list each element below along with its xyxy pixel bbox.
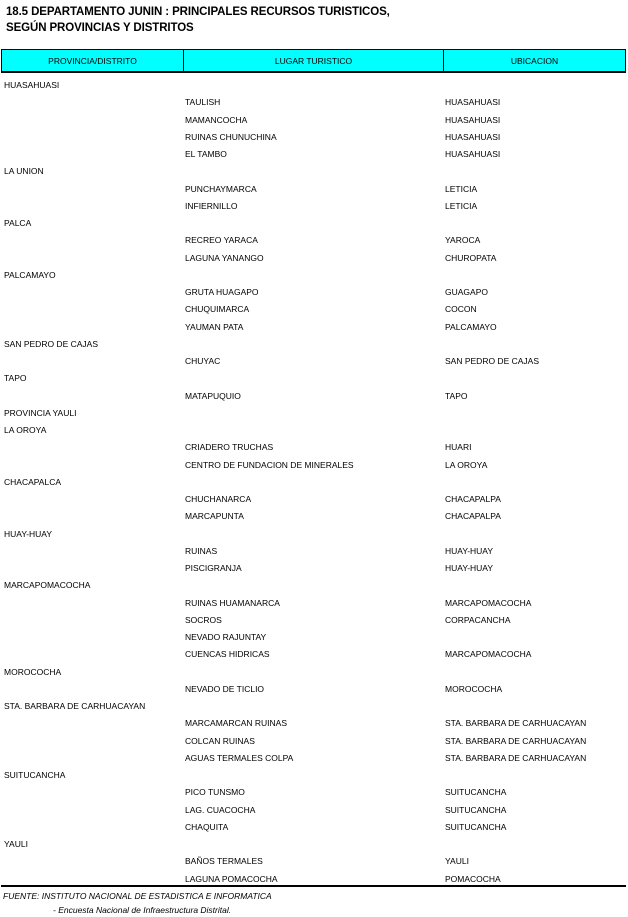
cell-ubicacion: LETICIA bbox=[445, 200, 478, 211]
cell-ubicacion: LA OROYA bbox=[445, 459, 488, 470]
cell-ubicacion: YAULI bbox=[445, 856, 469, 867]
table-header bbox=[1, 49, 626, 73]
cell-ubicacion: HUASAHUASI bbox=[445, 114, 501, 125]
cell-ubicacion: SAN PEDRO DE CAJAS bbox=[445, 356, 539, 366]
table-bottom-rule bbox=[1, 885, 626, 887]
cell-lugar-turistico: EL TAMBO bbox=[185, 149, 227, 159]
cell-provincia-distrito: PROVINCIA YAULI bbox=[4, 407, 77, 418]
cell-ubicacion: STA. BARBARA DE CARHUACAYAN bbox=[445, 752, 587, 763]
table-row bbox=[0, 612, 628, 629]
cell-ubicacion: SUITUCANCHA bbox=[445, 804, 507, 815]
cell-lugar-turistico: PICO TUNSMO bbox=[185, 787, 245, 798]
table-row bbox=[0, 784, 628, 801]
table-row bbox=[0, 577, 628, 594]
cell-provincia-distrito: YAULI bbox=[4, 839, 28, 849]
table-row bbox=[0, 232, 628, 249]
cell-lugar-turistico: CHUCHANARCA bbox=[185, 494, 252, 504]
footer-source: FUENTE: INSTITUTO NACIONAL DE ESTADISTICA E INFORMATICA bbox=[3, 891, 272, 901]
table-row bbox=[0, 664, 628, 681]
table-row bbox=[0, 750, 628, 767]
cell-provincia-distrito: PALCAMAYO bbox=[4, 269, 56, 280]
cell-lugar-turistico: PUNCHAYMARCA bbox=[185, 183, 257, 194]
cell-ubicacion: MOROCOCHA bbox=[445, 683, 503, 694]
table-row bbox=[0, 439, 628, 456]
cell-ubicacion: CHACAPALPA bbox=[445, 511, 501, 522]
table-row bbox=[0, 457, 628, 474]
table-title bbox=[6, 4, 390, 36]
table-row bbox=[0, 422, 628, 439]
cell-ubicacion: GUAGAPO bbox=[445, 287, 488, 297]
cell-ubicacion: HUAY-HUAY bbox=[445, 545, 494, 556]
cell-provincia-distrito: STA. BARBARA DE CARHUACAYAN bbox=[4, 701, 146, 711]
title-line-1: 18.5 DEPARTAMENTO JUNIN : PRINCIPALES RECURSOS TURISTICOS, bbox=[6, 6, 390, 18]
cell-lugar-turistico: YAUMAN PATA bbox=[185, 321, 244, 332]
table-row bbox=[0, 543, 628, 560]
cell-ubicacion: POMACOCHA bbox=[445, 873, 501, 884]
cell-provincia-distrito: SAN PEDRO DE CAJAS bbox=[4, 338, 98, 349]
cell-ubicacion: HUASAHUASI bbox=[445, 149, 501, 159]
cell-lugar-turistico: NEVADO RAJUNTAY bbox=[185, 632, 267, 642]
table-row bbox=[0, 526, 628, 543]
cell-lugar-turistico: BAÑOS TERMALES bbox=[185, 856, 263, 867]
table-row bbox=[0, 715, 628, 732]
cell-ubicacion: MARCAPOMACOCHA bbox=[445, 649, 532, 660]
table-row bbox=[0, 336, 628, 353]
cell-ubicacion: SUITUCANCHA bbox=[445, 821, 507, 832]
table-row bbox=[0, 181, 628, 198]
table-row bbox=[0, 836, 628, 853]
cell-provincia-distrito: PALCA bbox=[4, 218, 32, 228]
cell-lugar-turistico: CHUQUIMARCA bbox=[185, 304, 250, 315]
table-row bbox=[0, 698, 628, 715]
table-row bbox=[0, 94, 628, 111]
table-row bbox=[0, 319, 628, 336]
header-provincia-distrito: PROVINCIA/DISTRITO bbox=[2, 50, 184, 71]
table-row bbox=[0, 646, 628, 663]
table-row bbox=[0, 853, 628, 870]
table-row bbox=[0, 370, 628, 387]
cell-ubicacion: HUASAHUASI bbox=[445, 97, 501, 108]
table-row bbox=[0, 595, 628, 612]
cell-provincia-distrito: LA OROYA bbox=[4, 425, 47, 435]
footer bbox=[3, 889, 272, 917]
table-row bbox=[0, 474, 628, 491]
cell-provincia-distrito: CHACAPALCA bbox=[4, 476, 61, 487]
cell-lugar-turistico: MAMANCOCHA bbox=[185, 114, 248, 125]
cell-provincia-distrito: LA UNION bbox=[4, 166, 44, 177]
cell-ubicacion: HUASAHUASI bbox=[445, 131, 501, 142]
cell-ubicacion: CORPACANCHA bbox=[445, 614, 511, 625]
table-row bbox=[0, 250, 628, 267]
table-row bbox=[0, 508, 628, 525]
cell-ubicacion: STA. BARBARA DE CARHUACAYAN bbox=[445, 735, 587, 746]
cell-lugar-turistico: MARCAPUNTA bbox=[185, 511, 244, 522]
cell-ubicacion: SUITUCANCHA bbox=[445, 787, 507, 798]
cell-lugar-turistico: CENTRO DE FUNDACION DE MINERALES bbox=[185, 459, 354, 470]
cell-lugar-turistico: NEVADO DE TICLIO bbox=[185, 683, 265, 694]
cell-ubicacion: CHUROPATA bbox=[445, 252, 497, 263]
cell-ubicacion: COCON bbox=[445, 304, 477, 315]
table-row bbox=[0, 215, 628, 232]
footer-note: - Encuesta Nacional de Infraestructura Distrital. bbox=[53, 905, 232, 915]
table-row bbox=[0, 560, 628, 577]
cell-lugar-turistico: RUINAS CHUNUCHINA bbox=[185, 131, 277, 142]
cell-lugar-turistico: GRUTA HUAGAPO bbox=[185, 287, 259, 297]
cell-ubicacion: LETICIA bbox=[445, 183, 478, 194]
table-row bbox=[0, 77, 628, 94]
cell-lugar-turistico: CUENCAS HIDRICAS bbox=[185, 649, 270, 660]
table-body bbox=[0, 77, 628, 888]
table-row bbox=[0, 146, 628, 163]
title-line-2: SEGÚN PROVINCIAS Y DISTRITOS bbox=[6, 22, 194, 34]
cell-lugar-turistico: LAGUNA YANANGO bbox=[185, 252, 264, 263]
cell-lugar-turistico: PISCIGRANJA bbox=[185, 563, 242, 573]
cell-provincia-distrito: HUAY-HUAY bbox=[4, 528, 53, 539]
table-row bbox=[0, 301, 628, 318]
cell-ubicacion: HUARI bbox=[445, 442, 472, 453]
cell-lugar-turistico: SOCROS bbox=[185, 614, 222, 625]
cell-ubicacion: STA. BARBARA DE CARHUACAYAN bbox=[445, 718, 587, 729]
cell-provincia-distrito: HUASAHUASI bbox=[4, 80, 60, 90]
cell-lugar-turistico: RECREO YARACA bbox=[185, 235, 258, 246]
cell-lugar-turistico: CRIADERO TRUCHAS bbox=[185, 442, 274, 453]
table-row bbox=[0, 629, 628, 646]
table-row bbox=[0, 405, 628, 422]
cell-ubicacion: TAPO bbox=[445, 390, 468, 401]
table-row bbox=[0, 284, 628, 301]
table-row bbox=[0, 388, 628, 405]
cell-ubicacion: HUAY-HUAY bbox=[445, 563, 494, 573]
cell-lugar-turistico: MARCAMARCAN RUINAS bbox=[185, 718, 288, 729]
cell-provincia-distrito: MARCAPOMACOCHA bbox=[4, 580, 91, 591]
table-row bbox=[0, 819, 628, 836]
table-row bbox=[0, 267, 628, 284]
cell-provincia-distrito: SUITUCANCHA bbox=[4, 770, 66, 780]
cell-ubicacion: MARCAPOMACOCHA bbox=[445, 597, 532, 608]
cell-lugar-turistico: RUINAS bbox=[185, 545, 218, 556]
cell-lugar-turistico: CHAQUITA bbox=[185, 821, 229, 832]
cell-lugar-turistico: LAG. CUACOCHA bbox=[185, 804, 256, 815]
table-row bbox=[0, 112, 628, 129]
table-row bbox=[0, 198, 628, 215]
cell-ubicacion: CHACAPALPA bbox=[445, 494, 501, 504]
cell-lugar-turistico: COLCAN RUINAS bbox=[185, 735, 255, 746]
table-row bbox=[0, 767, 628, 784]
cell-provincia-distrito: TAPO bbox=[4, 373, 27, 384]
table-row bbox=[0, 163, 628, 180]
cell-lugar-turistico: INFIERNILLO bbox=[185, 200, 238, 211]
cell-lugar-turistico: MATAPUQUIO bbox=[185, 390, 241, 401]
table-row bbox=[0, 129, 628, 146]
cell-lugar-turistico: RUINAS HUAMANARCA bbox=[185, 597, 280, 608]
table-row bbox=[0, 353, 628, 370]
cell-lugar-turistico: LAGUNA POMACOCHA bbox=[185, 873, 278, 884]
cell-lugar-turistico: TAULISH bbox=[185, 97, 221, 108]
header-lugar-turistico: LUGAR TURISTICO bbox=[184, 50, 444, 71]
table-row bbox=[0, 733, 628, 750]
table-row bbox=[0, 491, 628, 508]
cell-ubicacion: PALCAMAYO bbox=[445, 321, 497, 332]
cell-lugar-turistico: CHUYAC bbox=[185, 356, 221, 366]
header-ubicacion: UBICACION bbox=[510, 55, 559, 66]
cell-lugar-turistico: AGUAS TERMALES COLPA bbox=[185, 752, 294, 763]
table-row bbox=[0, 681, 628, 698]
table-row bbox=[0, 802, 628, 819]
cell-provincia-distrito: MOROCOCHA bbox=[4, 666, 62, 677]
cell-ubicacion: YAROCA bbox=[445, 235, 481, 246]
